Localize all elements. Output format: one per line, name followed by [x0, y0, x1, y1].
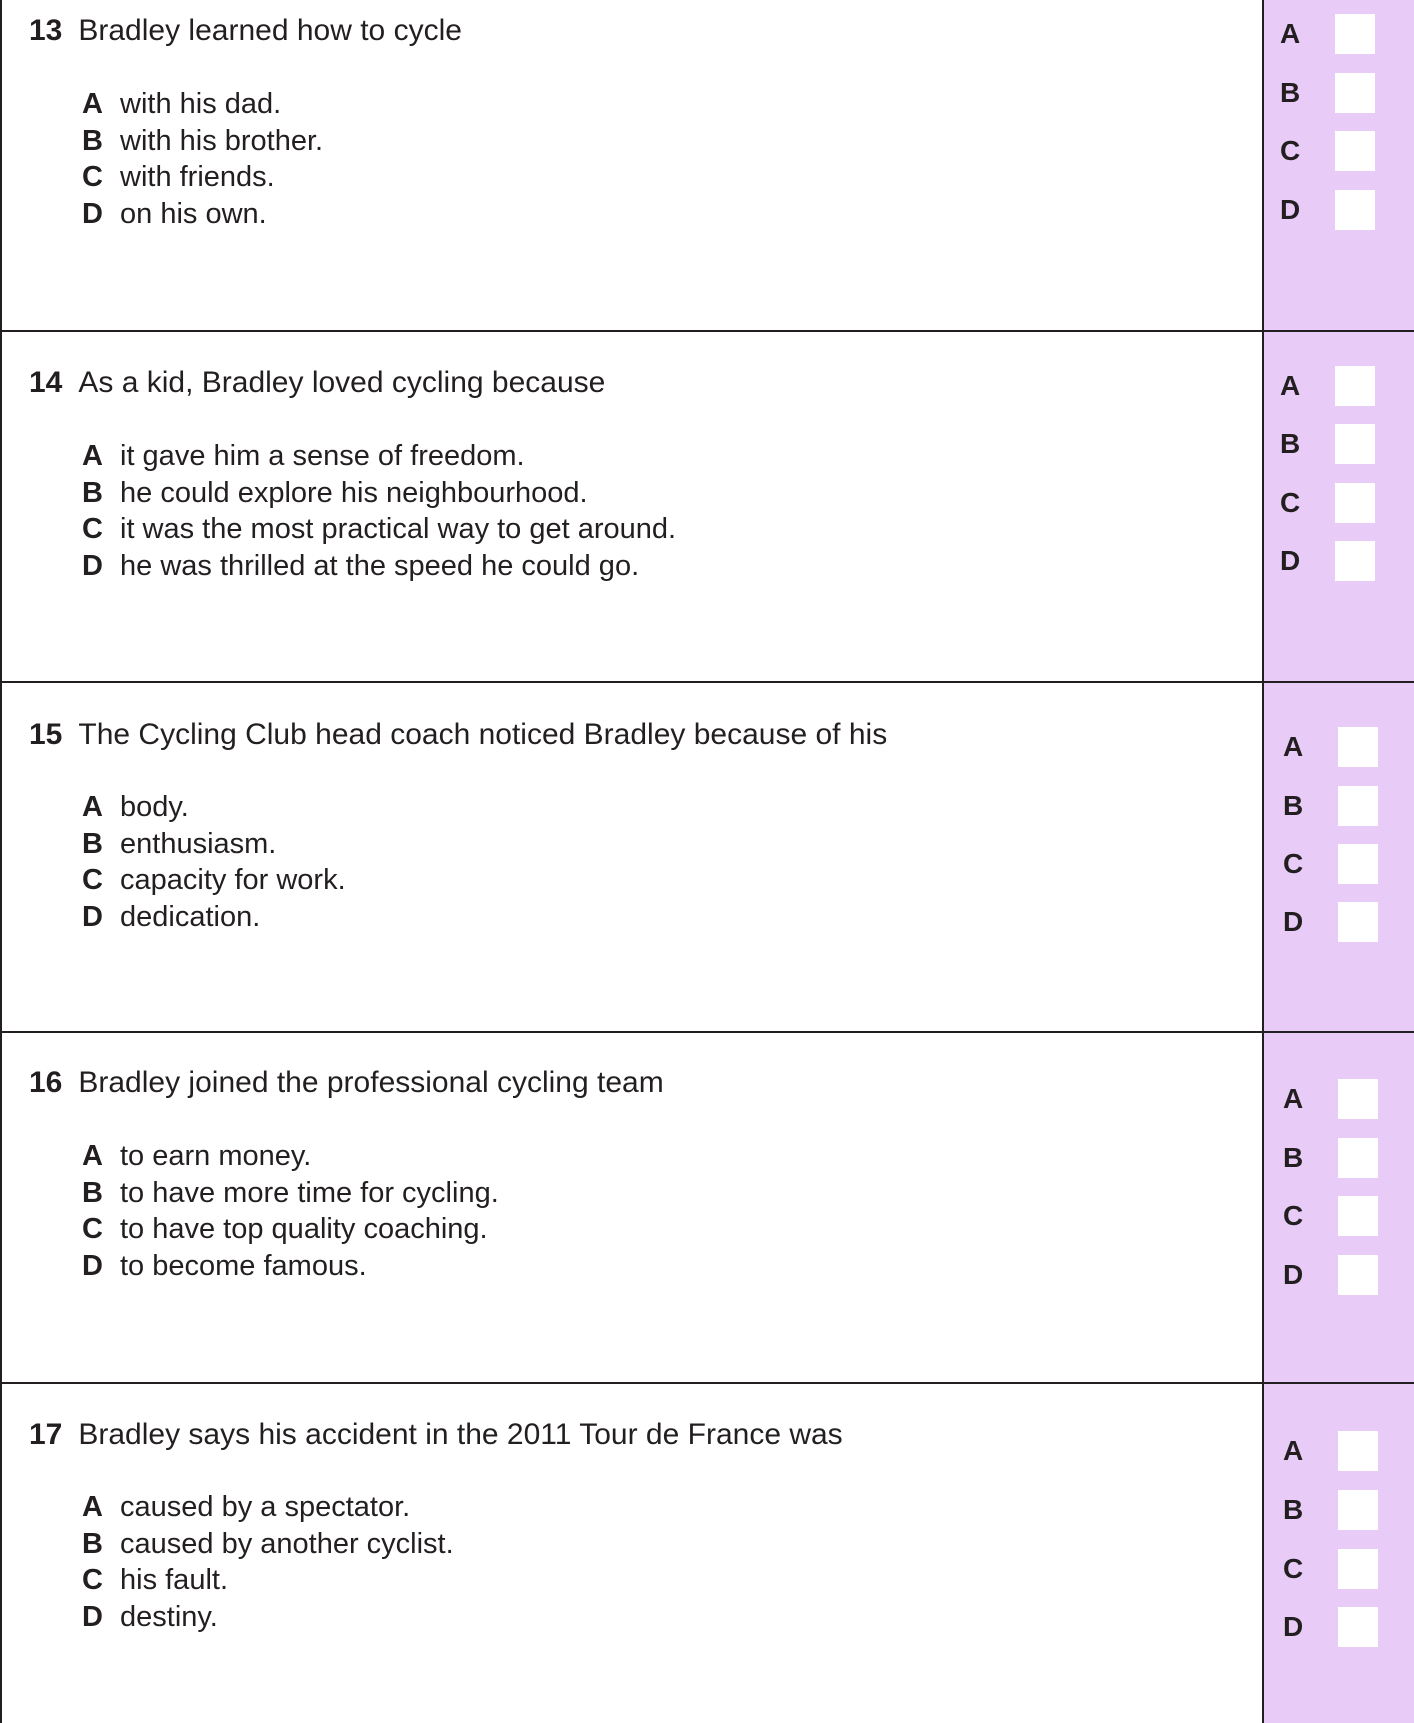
option-letter: B	[82, 1176, 103, 1209]
answer-box-14c[interactable]	[1335, 483, 1375, 523]
option-text: dedication.	[120, 900, 261, 933]
box-letter: D	[1280, 194, 1301, 225]
option-b	[82, 826, 346, 863]
answer-row-d	[1262, 190, 1414, 230]
answer-row-c	[1262, 1549, 1414, 1589]
option-d	[82, 548, 676, 585]
answer-row-c	[1262, 483, 1414, 523]
option-letter: C	[82, 513, 103, 545]
option-c	[82, 862, 346, 899]
question-number: 17	[29, 1418, 63, 1451]
answer-box-16b[interactable]	[1338, 1138, 1378, 1178]
answer-box-13c[interactable]	[1335, 131, 1375, 171]
option-letter: A	[82, 791, 103, 823]
box-letter: C	[1280, 487, 1301, 518]
answer-box-13b[interactable]	[1335, 73, 1375, 113]
answer-box-17b[interactable]	[1338, 1490, 1378, 1530]
option-text: he could explore his neighbourhood.	[120, 476, 588, 509]
option-text: destiny.	[120, 1600, 218, 1633]
box-letter: B	[1283, 790, 1304, 821]
option-text: it gave him a sense of freedom.	[120, 440, 525, 472]
option-text: to become famous.	[120, 1249, 367, 1282]
answer-box-14a[interactable]	[1335, 366, 1375, 406]
option-list	[82, 438, 676, 584]
question-15	[2, 682, 1414, 1032]
option-letter: C	[82, 1564, 103, 1596]
option-letter: A	[82, 1140, 103, 1172]
option-letter: B	[82, 827, 103, 860]
option-b	[82, 123, 323, 160]
option-text: to have more time for cycling.	[120, 1176, 499, 1209]
option-a	[82, 438, 676, 475]
question-13	[2, 0, 1414, 331]
box-letter: A	[1283, 1083, 1304, 1114]
answer-box-13d[interactable]	[1335, 190, 1375, 230]
option-letter: C	[82, 1213, 103, 1245]
answer-box-15b[interactable]	[1338, 786, 1378, 826]
option-text: caused by a spectator.	[120, 1491, 411, 1523]
option-c	[82, 1211, 499, 1248]
box-letter: D	[1283, 1259, 1304, 1290]
box-letter: D	[1280, 545, 1301, 576]
question-number: 13	[29, 14, 63, 47]
answer-row-a	[1262, 1079, 1414, 1119]
option-text: to have top quality coaching.	[120, 1213, 488, 1245]
question-stem	[29, 366, 605, 400]
answer-row-d	[1262, 1255, 1414, 1295]
answer-box-15c[interactable]	[1338, 844, 1378, 884]
option-letter: D	[82, 900, 103, 933]
question-text: Bradley learned how to cycle	[78, 14, 462, 47]
option-text: on his own.	[120, 197, 267, 230]
box-letter: C	[1283, 848, 1304, 879]
answer-row-a	[1262, 366, 1414, 406]
answer-box-14b[interactable]	[1335, 424, 1375, 464]
answer-box-16a[interactable]	[1338, 1079, 1378, 1119]
option-text: he was thrilled at the speed he could go.	[120, 549, 640, 582]
option-letter: B	[82, 124, 103, 157]
answer-row-d	[1262, 1607, 1414, 1647]
question-text: Bradley says his accident in the 2011 Tour de France was	[78, 1418, 843, 1451]
box-letter: A	[1283, 1435, 1304, 1466]
answer-box-15a[interactable]	[1338, 727, 1378, 767]
answer-row-c	[1262, 844, 1414, 884]
answer-row-a	[1262, 1431, 1414, 1471]
answer-box-15d[interactable]	[1338, 902, 1378, 942]
option-a	[82, 1489, 454, 1526]
answer-row-b	[1262, 1138, 1414, 1178]
option-list	[82, 86, 323, 232]
answer-row-b	[1262, 73, 1414, 113]
option-text: with friends.	[120, 161, 275, 193]
option-text: enthusiasm.	[120, 827, 277, 860]
question-stem	[29, 14, 462, 48]
option-text: to earn money.	[120, 1140, 312, 1172]
option-letter: D	[82, 1600, 103, 1633]
option-list	[82, 1489, 454, 1635]
question-stem	[29, 718, 887, 752]
option-list	[82, 1138, 499, 1284]
answer-box-16c[interactable]	[1338, 1196, 1378, 1236]
option-b	[82, 475, 676, 512]
option-c	[82, 1562, 454, 1599]
answer-row-d	[1262, 541, 1414, 581]
answer-row-c	[1262, 131, 1414, 171]
option-c	[82, 511, 676, 548]
box-letter: B	[1283, 1494, 1304, 1525]
box-letter: B	[1280, 428, 1301, 459]
option-letter: A	[82, 1491, 103, 1523]
question-stem	[29, 1066, 664, 1100]
answer-box-17c[interactable]	[1338, 1549, 1378, 1589]
question-number: 15	[29, 718, 63, 751]
box-letter: C	[1283, 1553, 1304, 1584]
answer-row-b	[1262, 786, 1414, 826]
question-text: Bradley joined the professional cycling team	[78, 1066, 664, 1099]
answer-row-c	[1262, 1196, 1414, 1236]
answer-row-a	[1262, 727, 1414, 767]
question-number: 16	[29, 1066, 63, 1099]
box-letter: B	[1283, 1142, 1304, 1173]
option-text: with his dad.	[120, 88, 282, 120]
option-letter: C	[82, 864, 103, 896]
option-a	[82, 86, 323, 123]
option-letter: B	[82, 476, 103, 509]
answer-box-13a[interactable]	[1335, 14, 1375, 54]
option-a	[82, 1138, 499, 1175]
option-a	[82, 789, 346, 826]
answer-row-d	[1262, 902, 1414, 942]
answer-row-b	[1262, 1490, 1414, 1530]
question-text: As a kid, Bradley loved cycling because	[78, 366, 606, 399]
option-text: body.	[120, 791, 189, 823]
box-letter: D	[1283, 906, 1304, 937]
option-text: with his brother.	[120, 124, 324, 157]
option-b	[82, 1175, 499, 1212]
answer-row-b	[1262, 424, 1414, 464]
option-b	[82, 1526, 454, 1563]
question-17	[2, 1383, 1414, 1723]
answer-box-14d[interactable]	[1335, 541, 1375, 581]
option-text: caused by another cyclist.	[120, 1527, 454, 1560]
question-14	[2, 331, 1414, 682]
option-d	[82, 1599, 454, 1636]
option-letter: A	[82, 88, 103, 120]
answer-box-17a[interactable]	[1338, 1431, 1378, 1471]
option-list	[82, 789, 346, 935]
question-stem	[29, 1418, 843, 1452]
option-d	[82, 196, 323, 233]
box-letter: D	[1283, 1611, 1304, 1642]
question-16	[2, 1032, 1414, 1383]
question-text: The Cycling Club head coach noticed Bradley because of his	[78, 718, 888, 751]
option-text: capacity for work.	[120, 864, 346, 896]
option-text: it was the most practical way to get around.	[120, 513, 677, 545]
answer-box-16d[interactable]	[1338, 1255, 1378, 1295]
option-letter: D	[82, 549, 103, 582]
answer-box-17d[interactable]	[1338, 1607, 1378, 1647]
box-letter: A	[1280, 370, 1301, 401]
option-d	[82, 1248, 499, 1285]
option-letter: C	[82, 161, 103, 193]
option-letter: D	[82, 197, 103, 230]
option-d	[82, 899, 346, 936]
option-letter: A	[82, 440, 103, 472]
box-letter: B	[1280, 77, 1301, 108]
option-c	[82, 159, 323, 196]
option-text: his fault.	[120, 1564, 228, 1596]
box-letter: C	[1280, 135, 1301, 166]
option-letter: B	[82, 1527, 103, 1560]
box-letter: C	[1283, 1200, 1304, 1231]
box-letter: A	[1280, 18, 1301, 49]
option-letter: D	[82, 1249, 103, 1282]
answer-row-a	[1262, 14, 1414, 54]
box-letter: A	[1283, 731, 1304, 762]
question-number: 14	[29, 366, 63, 399]
